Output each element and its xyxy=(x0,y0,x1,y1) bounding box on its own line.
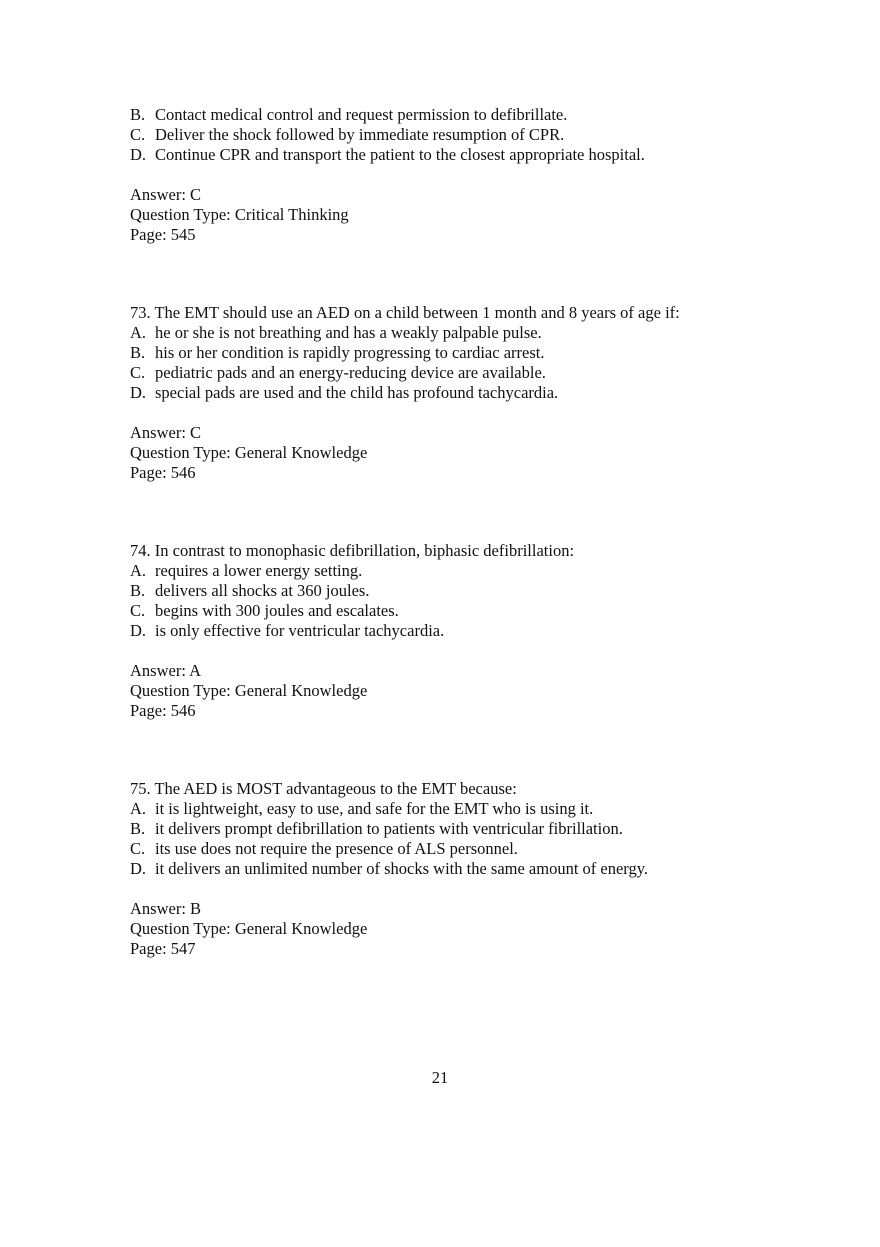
question-type: Question Type: General Knowledge xyxy=(130,443,368,462)
option-c: C. its use does not require the presence of ALS personnel. xyxy=(130,839,518,858)
page-number: 21 xyxy=(431,1068,449,1087)
page-reference: Page: 546 xyxy=(130,701,196,720)
answer: Answer: B xyxy=(130,899,202,918)
question-stem: 74. In contrast to monophasic defibrillation, biphasic defibrillation: xyxy=(130,541,575,560)
option-d: D. Continue CPR and transport the patient to the closest appropriate hospital. xyxy=(130,145,645,164)
answer: Answer: C xyxy=(130,185,202,204)
option-c: C. begins with 300 joules and escalates. xyxy=(130,601,399,620)
question-type: Question Type: Critical Thinking xyxy=(130,205,349,224)
option-d: D. it delivers an unlimited number of shocks with the same amount of energy. xyxy=(130,859,649,878)
option-b: B. it delivers prompt defibrillation to patients with ventricular fibrillation. xyxy=(130,819,623,838)
page-reference: Page: 545 xyxy=(130,225,196,244)
option-c: C. Deliver the shock followed by immediate resumption of CPR. xyxy=(130,125,565,144)
option-b: B. delivers all shocks at 360 joules. xyxy=(130,581,370,600)
question-75 xyxy=(130,779,770,959)
page-reference: Page: 547 xyxy=(130,939,196,958)
option-c: C. pediatric pads and an energy-reducing device are available. xyxy=(130,363,546,382)
question-type: Question Type: General Knowledge xyxy=(130,681,368,700)
option-b: B. his or her condition is rapidly progressing to cardiac arrest. xyxy=(130,343,545,362)
question-74 xyxy=(130,541,770,721)
question-stem: 75. The AED is MOST advantageous to the EMT because: xyxy=(130,779,517,798)
answer: Answer: A xyxy=(130,661,202,680)
question-72-continuation xyxy=(130,105,770,245)
question-type: Question Type: General Knowledge xyxy=(130,919,368,938)
option-b: B. Contact medical control and request permission to defibrillate. xyxy=(130,105,568,124)
option-a: A. it is lightweight, easy to use, and safe for the EMT who is using it. xyxy=(130,799,594,818)
option-d: D. special pads are used and the child has profound tachycardia. xyxy=(130,383,559,402)
option-a: A. he or she is not breathing and has a weakly palpable pulse. xyxy=(130,323,542,342)
question-stem: 73. The EMT should use an AED on a child between 1 month and 8 years of age if: xyxy=(130,303,680,322)
page-reference: Page: 546 xyxy=(130,463,196,482)
option-d: D. is only effective for ventricular tachycardia. xyxy=(130,621,445,640)
question-73 xyxy=(130,303,770,483)
option-a: A. requires a lower energy setting. xyxy=(130,561,363,580)
answer: Answer: C xyxy=(130,423,202,442)
